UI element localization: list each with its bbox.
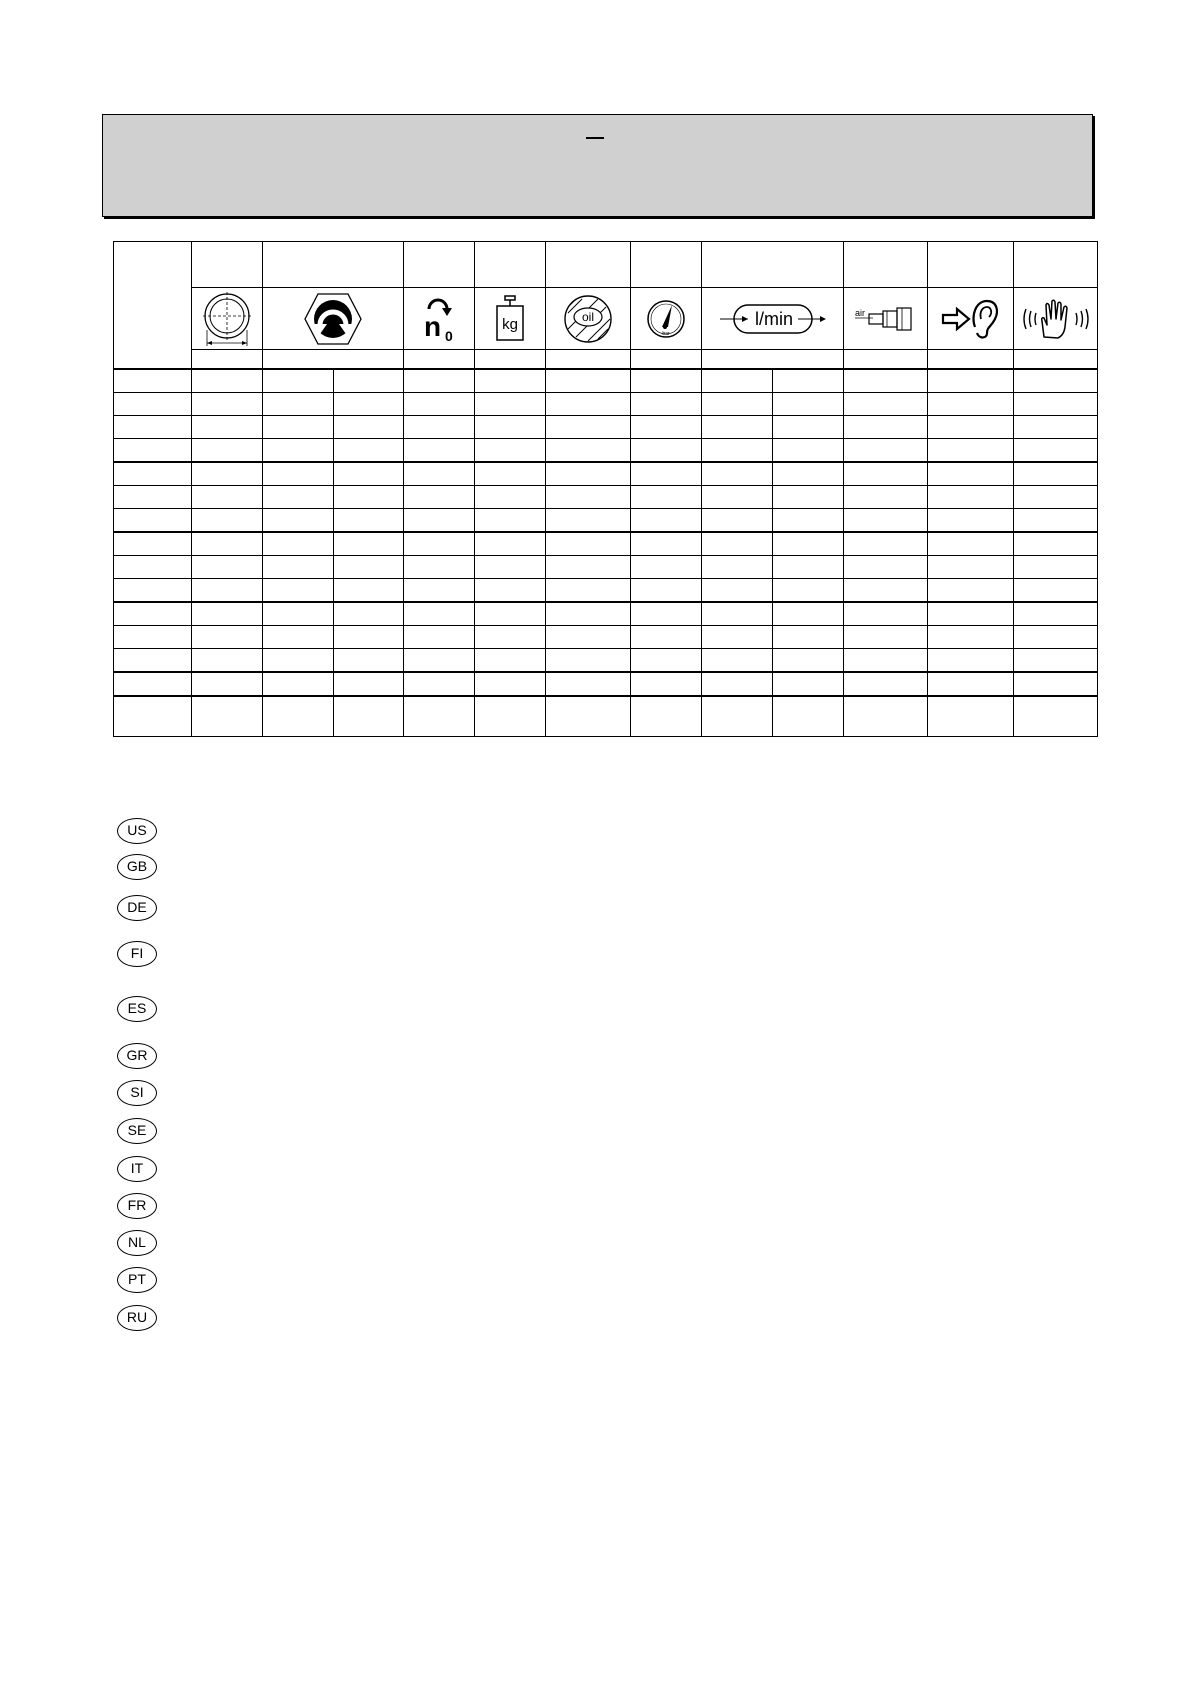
table-cell bbox=[263, 532, 334, 556]
table-cell bbox=[546, 509, 631, 533]
table-cell bbox=[192, 532, 263, 556]
table-cell bbox=[263, 439, 334, 463]
table-cell bbox=[263, 416, 334, 439]
table-cell bbox=[192, 579, 263, 603]
table-cell bbox=[1014, 486, 1098, 509]
table-cell bbox=[773, 486, 844, 509]
table-cell bbox=[263, 696, 334, 737]
table-cell bbox=[1014, 556, 1098, 579]
table-cell bbox=[1014, 416, 1098, 439]
table-cell bbox=[334, 393, 404, 416]
table-cell bbox=[928, 416, 1014, 439]
table-row bbox=[114, 486, 1098, 509]
table-cell bbox=[1014, 369, 1098, 393]
table-cell bbox=[114, 556, 192, 579]
table-cell bbox=[192, 439, 263, 463]
language-badge-ru: RU bbox=[117, 1305, 157, 1331]
table-cell bbox=[263, 649, 334, 673]
oil-flow-icon bbox=[546, 288, 631, 350]
language-badge-pt: PT bbox=[117, 1267, 157, 1293]
table-cell bbox=[631, 696, 702, 737]
table-cell bbox=[546, 462, 631, 486]
table-cell bbox=[192, 602, 263, 626]
language-badge-fi: FI bbox=[117, 941, 157, 967]
table-cell bbox=[114, 393, 192, 416]
table-cell bbox=[631, 369, 702, 393]
table-cell bbox=[702, 649, 773, 673]
table-cell bbox=[702, 486, 773, 509]
table-cell bbox=[114, 439, 192, 463]
table-cell bbox=[631, 556, 702, 579]
title-dash bbox=[586, 137, 604, 139]
table-cell bbox=[844, 462, 928, 486]
table-cell bbox=[475, 393, 546, 416]
table-cell bbox=[773, 556, 844, 579]
table-cell bbox=[404, 393, 475, 416]
no-load-speed-icon bbox=[404, 288, 475, 350]
table-cell bbox=[334, 696, 404, 737]
table-cell bbox=[334, 649, 404, 673]
language-badge-us: US bbox=[117, 818, 157, 844]
table-cell bbox=[631, 486, 702, 509]
table-cell bbox=[114, 509, 192, 533]
hand-vibration-icon bbox=[1014, 288, 1098, 350]
table-cell bbox=[334, 462, 404, 486]
language-badge-it: IT bbox=[117, 1156, 157, 1182]
table-cell bbox=[263, 462, 334, 486]
table-cell bbox=[844, 556, 928, 579]
table-cell bbox=[404, 462, 475, 486]
table-cell bbox=[1014, 532, 1098, 556]
table-cell bbox=[631, 462, 702, 486]
table-cell bbox=[928, 556, 1014, 579]
table-cell bbox=[631, 626, 702, 649]
table-cell bbox=[475, 369, 546, 393]
table-cell bbox=[773, 626, 844, 649]
table-cell bbox=[546, 393, 631, 416]
table-cell bbox=[546, 486, 631, 509]
table-row bbox=[114, 532, 1098, 556]
table-cell bbox=[928, 626, 1014, 649]
table-cell bbox=[404, 696, 475, 737]
table-row bbox=[114, 369, 1098, 393]
table-cell bbox=[631, 532, 702, 556]
table-cell bbox=[263, 579, 334, 603]
table-row bbox=[114, 696, 1098, 737]
table-cell bbox=[631, 579, 702, 603]
table-cell bbox=[334, 602, 404, 626]
weight-kg-icon bbox=[475, 288, 546, 350]
table-row bbox=[114, 462, 1098, 486]
table-cell bbox=[475, 486, 546, 509]
table-cell bbox=[192, 672, 263, 696]
table-cell bbox=[334, 672, 404, 696]
table-cell bbox=[702, 626, 773, 649]
table-cell bbox=[263, 486, 334, 509]
ear-noise-icon bbox=[928, 288, 1014, 350]
torque-hex-icon bbox=[263, 288, 404, 350]
table-cell bbox=[1014, 649, 1098, 673]
table-cell bbox=[1014, 439, 1098, 463]
table-cell bbox=[844, 649, 928, 673]
table-cell bbox=[1014, 696, 1098, 737]
table-cell bbox=[773, 532, 844, 556]
table-cell bbox=[928, 649, 1014, 673]
table-cell bbox=[928, 672, 1014, 696]
table-cell bbox=[773, 509, 844, 533]
table-cell bbox=[334, 556, 404, 579]
table-cell bbox=[475, 579, 546, 603]
table-cell bbox=[475, 672, 546, 696]
table-cell bbox=[773, 462, 844, 486]
table-cell bbox=[546, 369, 631, 393]
table-row bbox=[114, 626, 1098, 649]
table-cell bbox=[114, 626, 192, 649]
table-cell bbox=[546, 649, 631, 673]
table-cell bbox=[263, 393, 334, 416]
table-cell bbox=[1014, 672, 1098, 696]
svg-text:oil: oil bbox=[581, 309, 595, 324]
language-badge-gb: GB bbox=[117, 854, 157, 880]
air-connection-icon bbox=[844, 288, 928, 350]
table-cell bbox=[702, 439, 773, 463]
table-cell bbox=[192, 509, 263, 533]
table-cell bbox=[631, 509, 702, 533]
table-cell bbox=[631, 416, 702, 439]
table-cell bbox=[263, 509, 334, 533]
table-cell bbox=[475, 649, 546, 673]
table-cell bbox=[631, 602, 702, 626]
table-cell bbox=[192, 369, 263, 393]
table-cell bbox=[475, 696, 546, 737]
table-cell bbox=[404, 649, 475, 673]
table-cell bbox=[475, 556, 546, 579]
table-cell bbox=[928, 696, 1014, 737]
table-cell bbox=[844, 439, 928, 463]
table-cell bbox=[1014, 393, 1098, 416]
table-cell bbox=[1014, 579, 1098, 603]
table-cell bbox=[844, 626, 928, 649]
table-cell bbox=[475, 602, 546, 626]
table-cell bbox=[404, 416, 475, 439]
svg-text:air: air bbox=[854, 307, 865, 318]
table-cell bbox=[334, 532, 404, 556]
table-cell bbox=[475, 416, 546, 439]
table-cell bbox=[773, 416, 844, 439]
table-cell bbox=[702, 532, 773, 556]
table-cell bbox=[404, 672, 475, 696]
table-cell bbox=[631, 393, 702, 416]
table-row bbox=[114, 672, 1098, 696]
table-cell bbox=[546, 672, 631, 696]
table-cell bbox=[404, 579, 475, 603]
table-cell bbox=[844, 579, 928, 603]
table-cell bbox=[773, 579, 844, 603]
pressure-gauge-icon bbox=[631, 288, 702, 350]
table-row bbox=[114, 416, 1098, 439]
table-row bbox=[114, 439, 1098, 463]
table-cell bbox=[334, 416, 404, 439]
table-cell bbox=[546, 556, 631, 579]
table-cell bbox=[475, 509, 546, 533]
table-cell bbox=[404, 602, 475, 626]
table-cell bbox=[1014, 602, 1098, 626]
table-cell bbox=[928, 486, 1014, 509]
language-badge-gr: GR bbox=[117, 1043, 157, 1069]
table-cell bbox=[546, 602, 631, 626]
table-row bbox=[114, 509, 1098, 533]
table-cell bbox=[702, 602, 773, 626]
table-cell bbox=[844, 393, 928, 416]
table-cell bbox=[702, 393, 773, 416]
hose-coupling-diameter-icon bbox=[192, 288, 263, 350]
table-cell bbox=[192, 626, 263, 649]
table-cell bbox=[773, 439, 844, 463]
table-cell bbox=[192, 416, 263, 439]
table-cell bbox=[546, 439, 631, 463]
table-row bbox=[114, 649, 1098, 673]
table-row bbox=[114, 556, 1098, 579]
table-cell bbox=[631, 672, 702, 696]
table-cell bbox=[844, 416, 928, 439]
svg-text:l/min: l/min bbox=[754, 308, 793, 329]
table-cell bbox=[928, 393, 1014, 416]
table-cell bbox=[192, 486, 263, 509]
table-cell bbox=[546, 532, 631, 556]
model-header-cell bbox=[114, 242, 192, 370]
table-cell bbox=[702, 556, 773, 579]
table-cell bbox=[773, 369, 844, 393]
table-cell bbox=[928, 602, 1014, 626]
table-cell bbox=[263, 626, 334, 649]
table-body bbox=[114, 369, 1098, 737]
table-cell bbox=[263, 602, 334, 626]
table-cell bbox=[773, 696, 844, 737]
language-badge-nl: NL bbox=[117, 1230, 157, 1256]
language-badge-si: SI bbox=[117, 1080, 157, 1106]
table-cell bbox=[773, 393, 844, 416]
table-cell bbox=[702, 696, 773, 737]
table-cell bbox=[844, 486, 928, 509]
table-cell bbox=[114, 649, 192, 673]
table-cell bbox=[546, 416, 631, 439]
language-badge-es: ES bbox=[117, 996, 157, 1022]
specifications-table bbox=[113, 241, 1098, 737]
table-cell bbox=[844, 602, 928, 626]
table-cell bbox=[1014, 509, 1098, 533]
table-cell bbox=[334, 439, 404, 463]
svg-text:0: 0 bbox=[445, 327, 453, 344]
table-cell bbox=[928, 369, 1014, 393]
table-cell bbox=[263, 369, 334, 393]
table-cell bbox=[404, 532, 475, 556]
table-cell bbox=[404, 509, 475, 533]
svg-text:kg: kg bbox=[502, 315, 518, 333]
table-cell bbox=[928, 579, 1014, 603]
table-cell bbox=[702, 672, 773, 696]
table-cell bbox=[334, 369, 404, 393]
table-cell bbox=[114, 579, 192, 603]
table-cell bbox=[404, 556, 475, 579]
table-cell bbox=[1014, 462, 1098, 486]
table-cell bbox=[546, 626, 631, 649]
language-badge-de: DE bbox=[117, 895, 157, 921]
table-cell bbox=[702, 369, 773, 393]
table-cell bbox=[404, 486, 475, 509]
table-cell bbox=[334, 509, 404, 533]
table-cell bbox=[928, 439, 1014, 463]
title-box bbox=[102, 114, 1093, 217]
table-cell bbox=[334, 486, 404, 509]
table-cell bbox=[114, 462, 192, 486]
svg-text:bar: bar bbox=[662, 330, 670, 337]
table-cell bbox=[928, 532, 1014, 556]
table-cell bbox=[404, 369, 475, 393]
table-row bbox=[114, 579, 1098, 603]
table-cell bbox=[928, 462, 1014, 486]
language-badge-se: SE bbox=[117, 1118, 157, 1144]
table-cell bbox=[114, 416, 192, 439]
table-cell bbox=[404, 626, 475, 649]
table-cell bbox=[475, 626, 546, 649]
table-row bbox=[114, 393, 1098, 416]
table-cell bbox=[631, 649, 702, 673]
table-cell bbox=[546, 696, 631, 737]
table-cell bbox=[773, 602, 844, 626]
table-cell bbox=[773, 672, 844, 696]
table-cell bbox=[844, 509, 928, 533]
table-cell bbox=[702, 462, 773, 486]
table-cell bbox=[844, 696, 928, 737]
table-cell bbox=[192, 556, 263, 579]
language-badge-fr: FR bbox=[117, 1193, 157, 1219]
table-cell bbox=[702, 579, 773, 603]
table-cell bbox=[334, 626, 404, 649]
table-cell bbox=[844, 672, 928, 696]
table-cell bbox=[114, 369, 192, 393]
table-cell bbox=[114, 602, 192, 626]
table-cell bbox=[263, 556, 334, 579]
table-cell bbox=[404, 439, 475, 463]
svg-text:n: n bbox=[424, 310, 442, 342]
table-cell bbox=[334, 579, 404, 603]
table-cell bbox=[114, 486, 192, 509]
table-cell bbox=[844, 369, 928, 393]
table-cell bbox=[192, 649, 263, 673]
table-cell bbox=[844, 532, 928, 556]
table-cell bbox=[475, 439, 546, 463]
table-cell bbox=[192, 462, 263, 486]
table-cell bbox=[631, 439, 702, 463]
table-cell bbox=[114, 696, 192, 737]
table-cell bbox=[263, 672, 334, 696]
table-cell bbox=[475, 462, 546, 486]
flow-l-min-icon bbox=[702, 288, 844, 350]
table-cell bbox=[192, 696, 263, 737]
table-cell bbox=[546, 579, 631, 603]
table-row bbox=[114, 602, 1098, 626]
table-cell bbox=[1014, 626, 1098, 649]
table-cell bbox=[475, 532, 546, 556]
table-cell bbox=[702, 416, 773, 439]
table-cell bbox=[114, 532, 192, 556]
table-cell bbox=[773, 649, 844, 673]
table-cell bbox=[702, 509, 773, 533]
table-cell bbox=[928, 509, 1014, 533]
table-cell bbox=[192, 393, 263, 416]
table-cell bbox=[114, 672, 192, 696]
